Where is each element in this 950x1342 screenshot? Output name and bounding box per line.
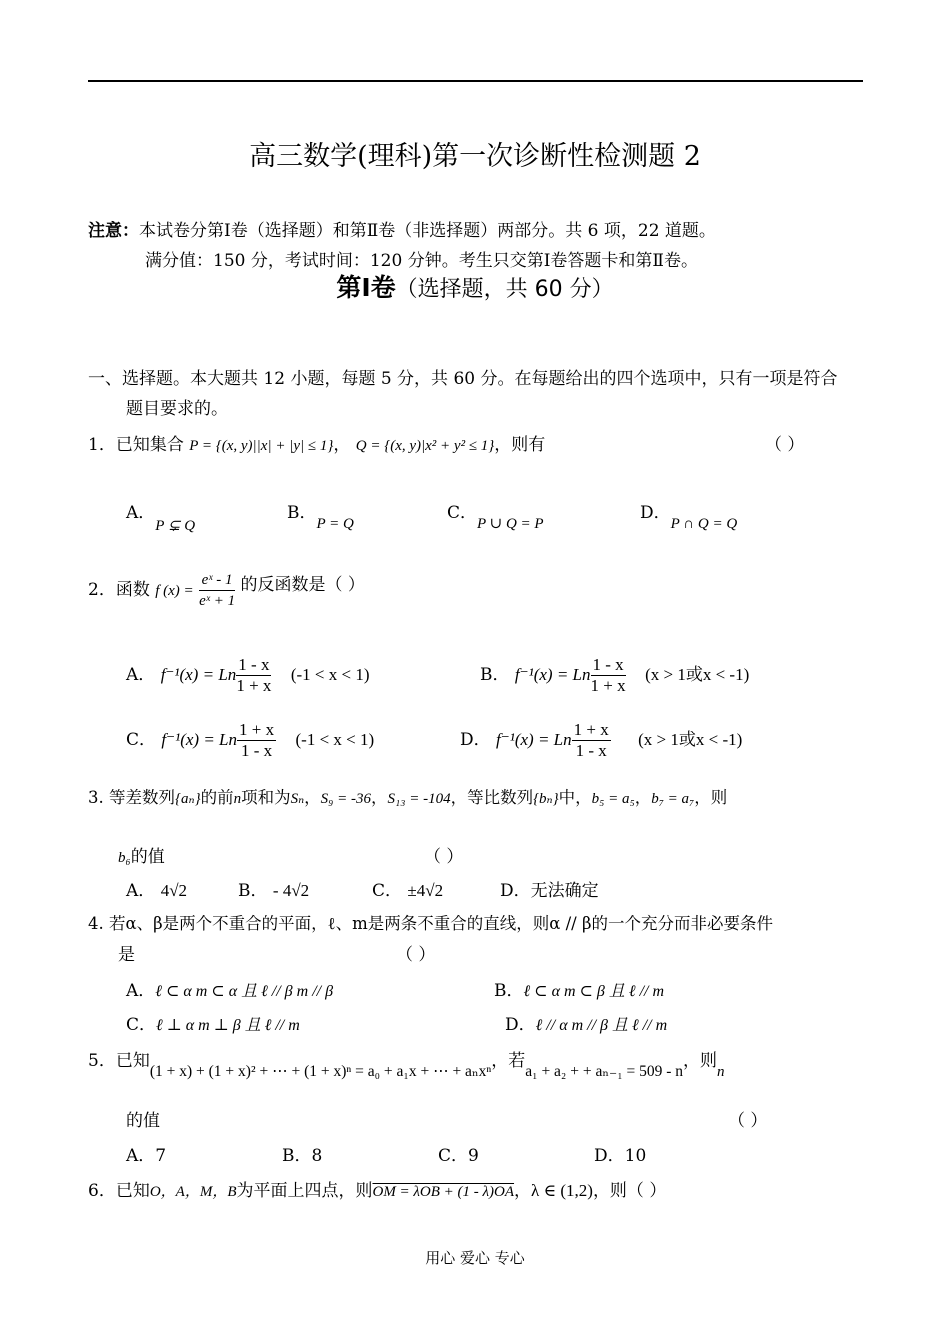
q3-b-expr: - 4√2 bbox=[272, 881, 310, 900]
q2-b-pre: f⁻¹(x) = Ln bbox=[514, 665, 591, 684]
q3-a-expr: 4√2 bbox=[160, 881, 188, 900]
q5-option-d: D．10 bbox=[594, 1146, 647, 1166]
q2-option-c bbox=[126, 720, 374, 761]
q1-a-expr: P ⊊ Q bbox=[155, 518, 196, 534]
q2-b-num: 1 - x bbox=[592, 655, 624, 674]
q1-lead: 1．已知集合 bbox=[88, 435, 184, 455]
notice-text-1: 本试卷分第Ⅰ卷（选择题）和第Ⅱ卷（非选择题）两部分。共 6 项，22 道题。 bbox=[139, 221, 716, 241]
q3-d-label: D． bbox=[500, 881, 531, 901]
q2-stem bbox=[88, 570, 365, 611]
q3-b6: b₆ bbox=[118, 850, 131, 866]
q3-t7: ， bbox=[634, 788, 652, 807]
q3-t4: ， bbox=[371, 788, 388, 807]
q4-option-a bbox=[126, 976, 333, 1001]
q3-d-text: 无法确定 bbox=[530, 881, 599, 901]
q5-n: n bbox=[717, 1064, 725, 1080]
q2-a-den: 1 + x bbox=[236, 676, 272, 695]
q1-set-q: Q = {(x, y)|x² + y² ≤ 1} bbox=[355, 438, 495, 454]
q5-t2: ，则 bbox=[683, 1051, 718, 1071]
q5-t1: ，若 bbox=[491, 1051, 526, 1071]
q2-den: eˣ + 1 bbox=[199, 593, 236, 609]
q3-t3: ， bbox=[304, 788, 321, 807]
q4-d-expr: ℓ // α m // β 且 ℓ // m bbox=[535, 1017, 668, 1034]
q2-c-frac bbox=[237, 720, 276, 761]
q2-d-num: 1 + x bbox=[573, 720, 609, 739]
section-heading bbox=[0, 268, 950, 304]
q1-a-label: A． bbox=[126, 503, 156, 523]
q3-a-label: A． bbox=[126, 881, 156, 901]
q5-cond: a₁ + a₂ + + aₙ₋₁ = 509 - n bbox=[525, 1063, 684, 1080]
q3-b7: b₇ = a₇ bbox=[651, 791, 695, 807]
q5-option-c: C．9 bbox=[438, 1146, 479, 1166]
q1-c-label: C． bbox=[447, 503, 478, 523]
q6-points: O，A，M，B bbox=[149, 1184, 237, 1200]
q4-b-expr: ℓ ⊂ α m ⊂ β 且 ℓ // m bbox=[523, 983, 665, 1000]
q2-d-label: D． bbox=[460, 730, 491, 750]
q2-c-cond: (-1 < x < 1) bbox=[295, 730, 375, 749]
q2-c-label: C． bbox=[126, 730, 157, 750]
q4-b-label: B． bbox=[494, 981, 524, 1001]
q5-expr: (1 + x) + (1 + x)² + ⋯ + (1 + x)ⁿ = a₀ + a₁x + ⋯ + aₙxⁿ bbox=[149, 1063, 492, 1080]
q4-stem-line2: 是 bbox=[118, 945, 135, 965]
q2-func: f (x) = bbox=[155, 583, 194, 599]
q3-answer-paren: （ ） bbox=[424, 847, 464, 867]
q2-lead: 2．函数 bbox=[88, 580, 150, 600]
q4-answer-paren: （ ） bbox=[396, 945, 436, 965]
q3-bn: {bₙ} bbox=[533, 791, 559, 807]
q1-d-label: D． bbox=[640, 503, 671, 523]
q1-option-b bbox=[287, 498, 354, 532]
q3-t6: 中， bbox=[558, 788, 592, 807]
q6-stem bbox=[88, 1176, 666, 1201]
q5-option-b: B．8 bbox=[282, 1146, 323, 1166]
q4-option-c bbox=[126, 1010, 300, 1035]
page-title: 高三数学(理科)第一次诊断性检测题 2 bbox=[249, 141, 701, 172]
q3-c-expr: ±4√2 bbox=[407, 881, 444, 900]
q6-t3: ，则（ ） bbox=[592, 1181, 667, 1201]
notice-line-1 bbox=[88, 216, 716, 241]
q4-c-expr: ℓ ⊥ α m ⊥ β 且 ℓ // m bbox=[156, 1017, 300, 1034]
q3-stem bbox=[88, 784, 727, 808]
q4-stem-line1: 4. 若α、β是两个不重合的平面，ℓ、m是两条不重合的直线，则α // β的一个充分而非必要条件 bbox=[88, 914, 774, 933]
q3-t5: ，等比数列 bbox=[450, 788, 534, 807]
q3-option-b bbox=[238, 876, 309, 901]
q3-t9: 的值 bbox=[130, 847, 165, 867]
q2-tail: 的反函数是（ ） bbox=[240, 575, 365, 595]
q1-b-label: B． bbox=[287, 503, 317, 523]
q2-d-cond: (x > 1或x < -1) bbox=[638, 730, 743, 749]
q1-answer-paren: （ ） bbox=[765, 435, 805, 455]
q3-s13: S₁₃ = -104 bbox=[387, 791, 451, 807]
q3-option-c bbox=[372, 876, 443, 901]
section-rest: （选择题，共 60 分） bbox=[395, 277, 614, 302]
q2-option-d bbox=[460, 720, 742, 761]
q3-t1: 的前 bbox=[200, 788, 234, 807]
q1-b-expr: P = Q bbox=[316, 516, 354, 532]
q2-option-b bbox=[480, 655, 749, 696]
q2-a-num: 1 - x bbox=[238, 655, 270, 674]
q2-c-den: 1 - x bbox=[240, 741, 273, 760]
q1-stem bbox=[88, 430, 545, 455]
q5-lead: 5．已知 bbox=[88, 1051, 150, 1071]
q2-a-pre: f⁻¹(x) = Ln bbox=[160, 665, 237, 684]
q1-option-a bbox=[126, 498, 196, 534]
notice-line-2: 满分值：150 分，考试时间：120 分钟。考生只交第Ⅰ卷答题卡和第Ⅱ卷。 bbox=[145, 251, 698, 271]
q2-b-cond: (x > 1或x < -1) bbox=[645, 665, 750, 684]
q1-d-expr: P ∩ Q = Q bbox=[670, 516, 738, 532]
q3-b5: b₅ = a₅ bbox=[591, 791, 635, 807]
q3-stem-line2 bbox=[118, 842, 165, 867]
q3-option-a bbox=[126, 876, 187, 901]
part1-intro-line1: 一、选择题。本大题共 12 小题，每题 5 分，共 60 分。在每题给出的四个选项中，只有一项是符合 bbox=[88, 369, 838, 389]
q2-b-frac bbox=[591, 655, 626, 696]
q1-comma: ， bbox=[333, 435, 351, 455]
q6-t1: 为平面上四点，则 bbox=[236, 1181, 373, 1201]
q3-sn: Sₙ bbox=[290, 791, 305, 807]
q4-option-d bbox=[505, 1010, 667, 1035]
q2-fraction bbox=[199, 570, 235, 611]
q6-t2: ， bbox=[514, 1181, 532, 1201]
q1-c-expr: P ∪ Q = P bbox=[477, 516, 544, 532]
q5-option-a: A．7 bbox=[126, 1146, 167, 1166]
q6-lead: 6．已知 bbox=[88, 1181, 150, 1201]
q3-an: {aₙ} bbox=[175, 791, 201, 807]
top-rule bbox=[88, 80, 863, 82]
q1-option-c bbox=[447, 498, 544, 532]
q2-d-pre: f⁻¹(x) = Ln bbox=[496, 730, 572, 749]
page-footer: 用心 爱心 专心 bbox=[425, 1249, 525, 1267]
q3-t2: 项和为 bbox=[241, 788, 291, 807]
q3-n: n bbox=[233, 791, 242, 807]
q2-num: eˣ - 1 bbox=[199, 570, 235, 591]
q2-c-pre: f⁻¹(x) = Ln bbox=[161, 730, 238, 749]
q2-a-label: A． bbox=[126, 665, 156, 685]
q2-option-a bbox=[126, 655, 370, 696]
q3-lead: 3. 等差数列 bbox=[88, 788, 175, 807]
q3-t8: ，则 bbox=[694, 788, 728, 807]
q4-a-label: A． bbox=[126, 981, 156, 1001]
q1-tail: ，则有 bbox=[494, 435, 546, 455]
q2-c-num: 1 + x bbox=[239, 720, 275, 739]
q2-b-den: 1 + x bbox=[590, 676, 626, 695]
q3-option-d bbox=[500, 876, 599, 901]
section-bold: 第Ⅰ卷 bbox=[336, 273, 396, 302]
q6-vector-expr: OM = λOB + (1 - λ)OA bbox=[372, 1184, 515, 1200]
q2-a-frac bbox=[236, 655, 271, 696]
q3-c-label: C． bbox=[372, 881, 403, 901]
notice-label: 注意： bbox=[88, 221, 139, 241]
q6-lambda: λ ∈ (1,2) bbox=[531, 1181, 593, 1200]
q1-option-d bbox=[640, 498, 738, 532]
q3-b-label: B． bbox=[238, 881, 268, 901]
q2-d-den: 1 - x bbox=[575, 741, 607, 760]
q4-d-label: D． bbox=[505, 1015, 536, 1035]
q5-stem-line2: 的值 bbox=[126, 1111, 160, 1131]
q2-a-cond: (-1 < x < 1) bbox=[290, 665, 370, 684]
q3-s9: S₉ = -36 bbox=[320, 791, 372, 807]
part1-intro-line2: 题目要求的。 bbox=[126, 399, 228, 419]
q5-stem bbox=[88, 1046, 725, 1080]
q4-c-label: C． bbox=[126, 1015, 157, 1035]
q5-answer-paren: （ ） bbox=[728, 1111, 768, 1131]
q2-d-frac bbox=[572, 720, 611, 761]
q1-set-p: P = {(x, y)||x| + |y| ≤ 1} bbox=[189, 438, 334, 454]
q4-option-b bbox=[494, 976, 664, 1001]
q2-b-label: B． bbox=[480, 665, 510, 685]
q4-a-expr: ℓ ⊂ α m ⊂ α 且 ℓ // β m // β bbox=[155, 983, 334, 1000]
